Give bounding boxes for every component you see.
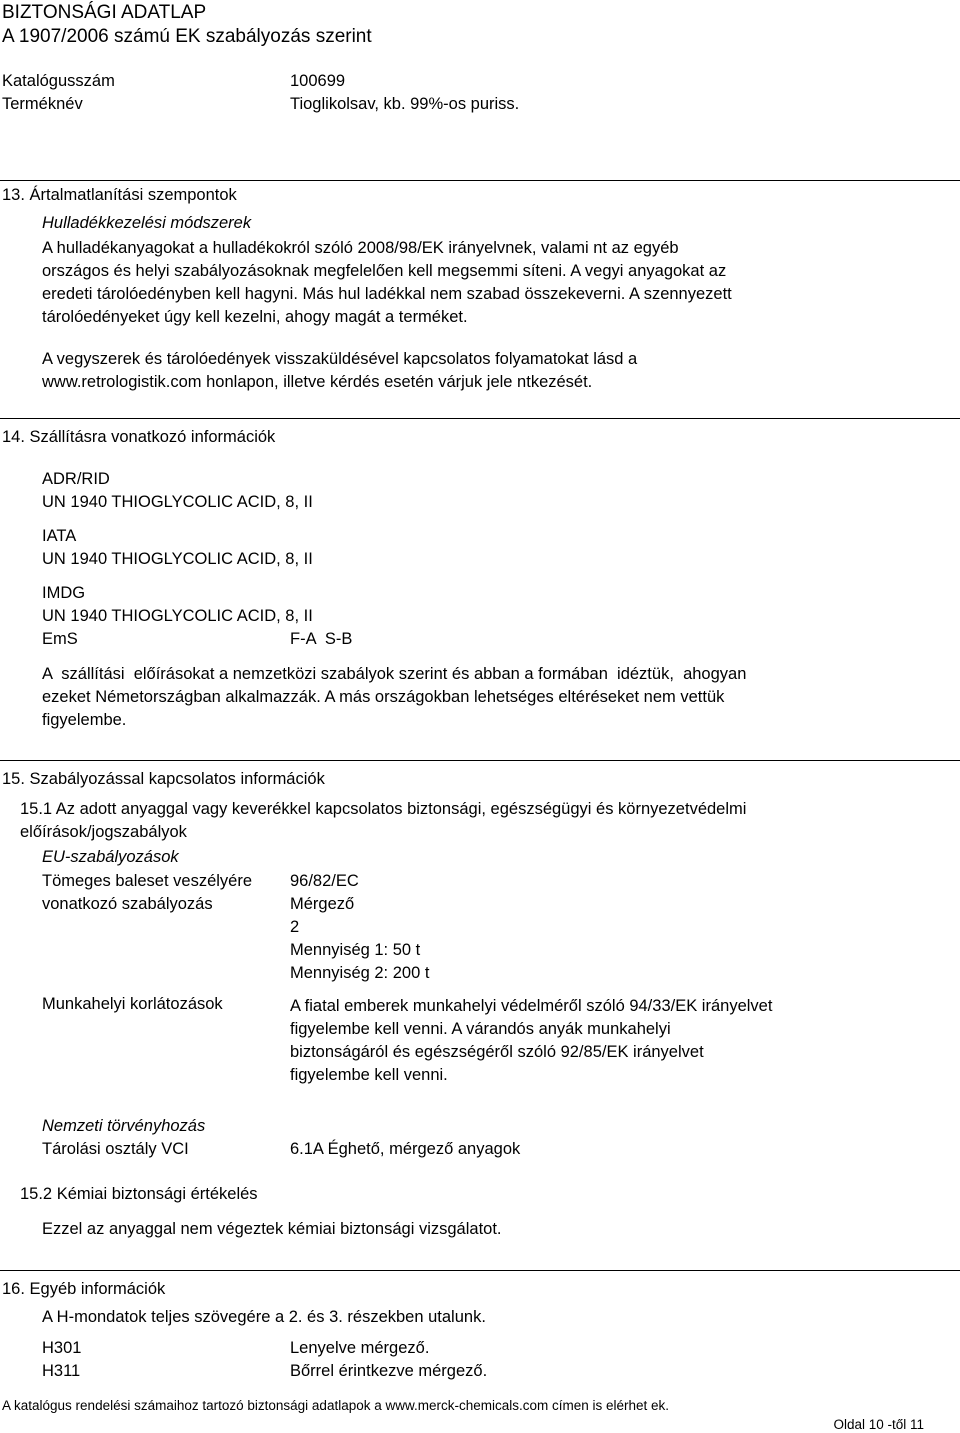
product-value: Tioglikolsav, kb. 99%-os puriss.: [290, 95, 520, 113]
text-line: ezeket Németországban alkalmazzák. A más országokban lehetséges eltéréseket nem vettük: [42, 688, 725, 706]
eu-regulations-title: EU-szabályozások: [42, 848, 179, 866]
text-line: figyelembe kell venni. A várandós anyák munkahelyi: [290, 1020, 671, 1038]
ems-value: F-A S-B: [290, 630, 353, 648]
catalog-label: Katalógusszám: [2, 72, 115, 90]
national-legislation-title: Nemzeti törvényhozás: [42, 1117, 206, 1135]
text-line: biztonságáról és egészségéről szóló 92/85/EK irányelvet: [290, 1043, 704, 1061]
section-13-title: 13. Ártalmatlanítási szempontok: [2, 186, 237, 204]
major-accident-label: [42, 870, 252, 916]
section-15-2-title: 15.2 Kémiai biztonsági értékelés: [20, 1185, 258, 1203]
text-line: 2: [290, 918, 300, 936]
document-subtitle: A 1907/2006 számú EK szabályozás szerint: [2, 26, 372, 47]
text-line: Mennyiség 2: 200 t: [290, 964, 430, 982]
text-line: vonatkozó szabályozás: [42, 895, 213, 913]
text-line: tárolóedényeket úgy kell kezelni, ahogy magát a terméket.: [42, 308, 468, 326]
text-line: eredeti tárolóedényben kell hagyni. Más hul ladékkal nem szabad összekeverni. A szennyezett: [42, 285, 732, 303]
section-divider: [0, 1270, 960, 1271]
h-statement: Lenyelve mérgező.: [290, 1339, 430, 1357]
imdg-value: UN 1940 THIOGLYCOLIC ACID, 8, II: [42, 607, 313, 625]
text-line: Mennyiség 1: 50 t: [290, 941, 421, 959]
section-15-title: 15. Szabályozással kapcsolatos információk: [2, 770, 325, 788]
h-code: H311: [42, 1362, 81, 1380]
workplace-restrictions-values: [290, 995, 772, 1087]
disposal-paragraph: [42, 237, 732, 329]
page-number: Oldal 10 -től 11: [833, 1417, 924, 1432]
section-16-title: 16. Egyéb információk: [2, 1280, 166, 1298]
iata-value: UN 1940 THIOGLYCOLIC ACID, 8, II: [42, 550, 313, 568]
section-divider: [0, 760, 960, 761]
workplace-restrictions-label: Munkahelyi korlátozások: [42, 995, 223, 1013]
product-label: Terméknév: [2, 95, 83, 113]
section-14-title: 14. Szállításra vonatkozó információk: [2, 428, 276, 446]
text-line: A fiatal emberek munkahelyi védelméről szóló 94/33/EK irányelvet: [290, 997, 773, 1015]
section-13-subtitle: Hulladékkezelési módszerek: [42, 214, 252, 232]
footer-note: A katalógus rendelési számaihoz tartozó biztonsági adatlapok a www.merck-chemicals.com címen is elérhet ek.: [2, 1398, 670, 1413]
iata-label: IATA: [42, 527, 77, 545]
section-divider: [0, 180, 960, 181]
storage-class-value: 6.1A Éghető, mérgező anyagok: [290, 1140, 521, 1158]
transport-note: [42, 663, 746, 732]
major-accident-values: [290, 870, 429, 985]
text-line: Mérgező: [290, 895, 355, 913]
h-statement: Bőrrel érintkezve mérgező.: [290, 1362, 488, 1380]
storage-class-label: Tárolási osztály VCI: [42, 1140, 189, 1158]
adr-label: ADR/RID: [42, 470, 110, 488]
text-line: országos és helyi szabályozásoknak megfelelően kell megsemmi síteni. A vegyi anyagokat az: [42, 262, 727, 280]
text-line: A szállítási előírásokat a nemzetközi szabályok szerint és abban a formában idéztük, ahogyan: [42, 665, 747, 683]
section-divider: [0, 418, 960, 419]
text-line: figyelembe.: [42, 711, 127, 729]
text-line: A hulladékanyagokat a hulladékokról szóló 2008/98/EK irányelvnek, valami nt az egyéb: [42, 239, 679, 257]
document-title: BIZTONSÁGI ADATLAP: [2, 2, 207, 23]
text-line: előírások/jogszabályok: [20, 823, 187, 841]
text-line: A vegyszerek és tárolóedények visszaküldésével kapcsolatos folyamatokat lásd a: [42, 350, 638, 368]
text-line: 15.1 Az adott anyaggal vagy keverékkel kapcsolatos biztonsági, egészségügyi és környezetvédelmi: [20, 800, 747, 818]
text-line: www.retrologistik.com honlapon, illetve kérdés esetén várjuk jele ntkezését.: [42, 373, 593, 391]
catalog-value: 100699: [290, 72, 346, 90]
adr-value: UN 1940 THIOGLYCOLIC ACID, 8, II: [42, 493, 313, 511]
h-phrases-reference: A H-mondatok teljes szövegére a 2. és 3. részekben utalunk.: [42, 1308, 486, 1326]
imdg-label: IMDG: [42, 584, 86, 602]
text-line: figyelembe kell venni.: [290, 1066, 448, 1084]
section-15-1-title: [20, 798, 746, 844]
ems-label: EmS: [42, 630, 78, 648]
return-paragraph: [42, 348, 637, 394]
h-code: H301: [42, 1339, 82, 1357]
chemical-safety-text: Ezzel az anyaggal nem végeztek kémiai biztonsági vizsgálatot.: [42, 1220, 502, 1238]
text-line: Tömeges baleset veszélyére: [42, 872, 253, 890]
text-line: 96/82/EC: [290, 872, 359, 890]
